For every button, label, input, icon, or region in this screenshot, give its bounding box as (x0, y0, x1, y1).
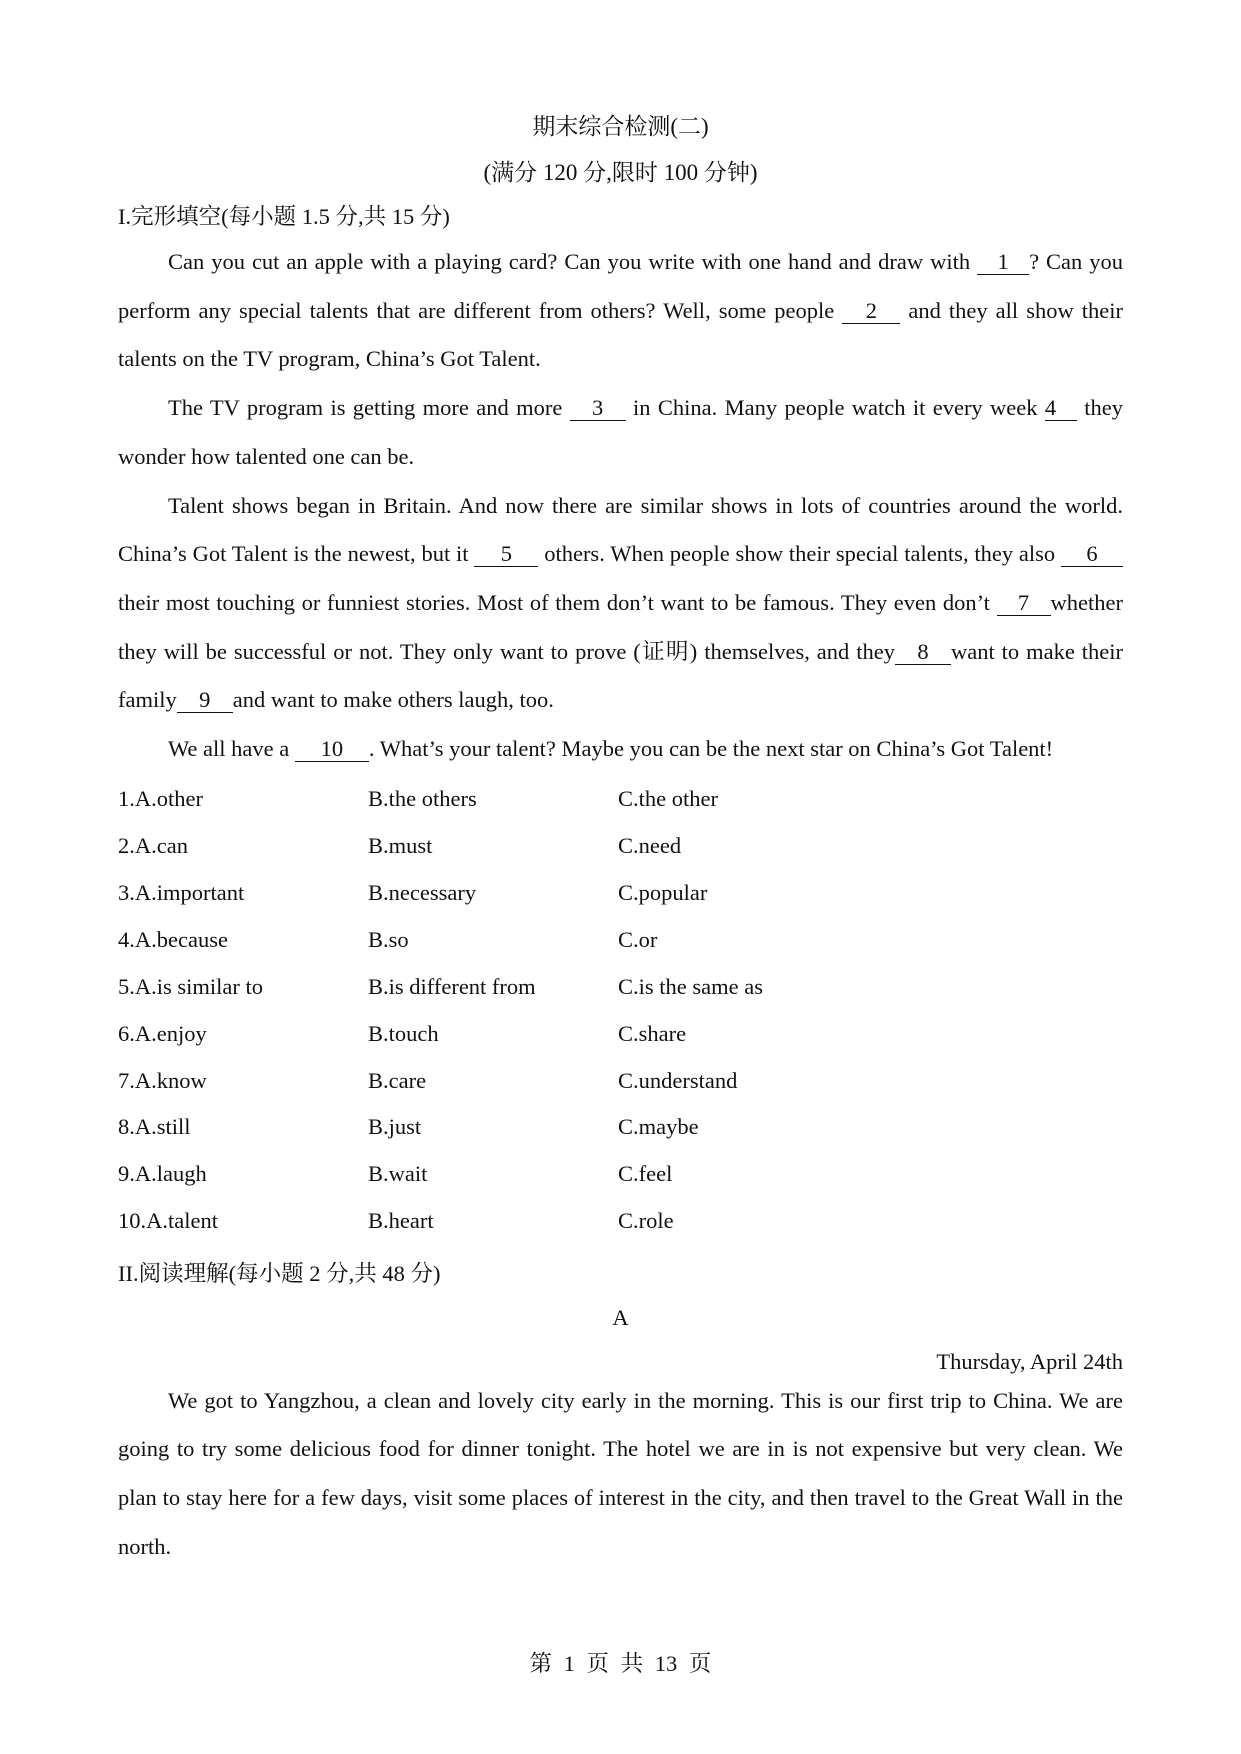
text: The TV program is getting more and more (168, 395, 570, 421)
page-footer: 第 1 页 共 13 页 (529, 1651, 712, 1676)
option-row (118, 1010, 1123, 1057)
section-cloze-heading: I.完形填空(每小题 1.5 分,共 15 分) (118, 204, 450, 229)
text: whether they will be successful or not. They only want to prove (证明) themselves, and they (118, 589, 1123, 664)
text: Can you cut an apple with a playing card? Can you write with one hand and draw with (168, 249, 978, 274)
blank-7: 7 (997, 591, 1051, 616)
text: in China. Many people watch it every week (625, 395, 1045, 421)
section-reading-heading: II.阅读理解(每小题 2 分,共 48 分) (118, 1260, 441, 1286)
option-c: C.the other (618, 786, 718, 812)
text: ? Can you perform any special talents that are different from others? Well, some people (118, 249, 1123, 323)
option-b: B.heart (368, 1208, 434, 1234)
exam-page (118, 112, 1123, 1571)
cloze-paragraph-3 (118, 482, 1123, 726)
option-row (118, 1104, 1123, 1151)
blank-9: 9 (177, 688, 233, 713)
option-row (118, 963, 1123, 1010)
text: they wonder how talented one can be. (118, 395, 1123, 469)
option-row (118, 870, 1123, 917)
option-a: 7.A.know (118, 1067, 207, 1093)
option-b: B.wait (368, 1161, 428, 1187)
passage-label: A (612, 1304, 629, 1330)
option-row (118, 776, 1123, 823)
option-c: C.share (618, 1020, 687, 1046)
blank-10: 10 (295, 737, 369, 762)
option-c: C.role (618, 1208, 674, 1234)
cloze-paragraph-4 (118, 725, 1123, 774)
option-b: B.the others (368, 786, 477, 812)
passage-date: Thursday, April 24th (936, 1348, 1123, 1374)
option-c: C.understand (618, 1067, 738, 1093)
option-c: C.popular (618, 879, 708, 905)
option-a: 8.A.still (118, 1114, 191, 1140)
text: We all have a (168, 736, 295, 762)
option-c: C.maybe (618, 1114, 699, 1140)
blank-5: 5 (474, 542, 538, 567)
option-row (118, 823, 1123, 870)
blank-2: 2 (842, 299, 900, 324)
option-a: 10.A.talent (118, 1208, 218, 1234)
blank-4: 4 (1045, 396, 1077, 421)
text: others. When people show their special talents, they also (538, 541, 1061, 567)
option-a: 2.A.can (118, 833, 188, 859)
option-b: B.so (368, 926, 409, 952)
option-b: B.care (368, 1067, 427, 1093)
option-a: 1.A.other (118, 786, 203, 812)
option-b: B.must (368, 833, 433, 859)
option-b: B.necessary (368, 879, 477, 905)
blank-3: 3 (570, 396, 626, 421)
option-c: C.is the same as (618, 973, 763, 999)
blank-1: 1 (977, 250, 1029, 275)
text: . What’s your talent? Maybe you can be the next star on China’s Got Talent! (368, 736, 1054, 762)
text: want to make their family (118, 638, 1123, 713)
option-a: 4.A.because (118, 926, 228, 952)
option-b: B.is different from (368, 973, 536, 999)
blank-6: 6 (1061, 542, 1123, 567)
option-b: B.just (368, 1114, 422, 1140)
blank-8: 8 (895, 640, 951, 665)
option-b: B.touch (368, 1020, 439, 1046)
option-c: C.feel (618, 1161, 673, 1187)
option-row (118, 1057, 1123, 1104)
option-c: C.or (618, 926, 658, 952)
text: and want to make others laugh, too. (232, 687, 554, 713)
cloze-options (118, 776, 1123, 1245)
option-a: 3.A.important (118, 879, 245, 905)
text: Talent shows began in Britain. And now there are similar shows in lots of countries around the world. China’s Got Talent is the newest, but it (118, 492, 1123, 567)
option-c: C.need (618, 833, 682, 859)
cloze-paragraph-2 (118, 384, 1123, 481)
text: their most touching or funniest stories. Most of them don’t want to be famous. They even don’t (118, 589, 997, 615)
text: and they all show their talents on the TV program, China’s Got Talent. (118, 297, 1124, 372)
option-row (118, 1151, 1123, 1198)
option-a: 6.A.enjoy (118, 1020, 207, 1046)
page-subtitle: (满分 120 分,限时 100 分钟) (483, 160, 758, 185)
option-a: 5.A.is similar to (118, 973, 263, 999)
cloze-paragraph-1 (118, 238, 1123, 384)
option-a: 9.A.laugh (118, 1161, 207, 1187)
page-title: 期末综合检测(二) (532, 114, 709, 139)
option-row (118, 916, 1123, 963)
option-row (118, 1198, 1123, 1245)
reading-paragraph-1: We got to Yangzhou, a clean and lovely city early in the morning. This is our first trip to China. We are going to try some delicious food for dinner tonight. The hotel we are in is not expensive but very clean. We plan to stay here for a few days, visit some places of interest in the city, and then travel to the Great Wall in the north. (118, 1387, 1123, 1559)
